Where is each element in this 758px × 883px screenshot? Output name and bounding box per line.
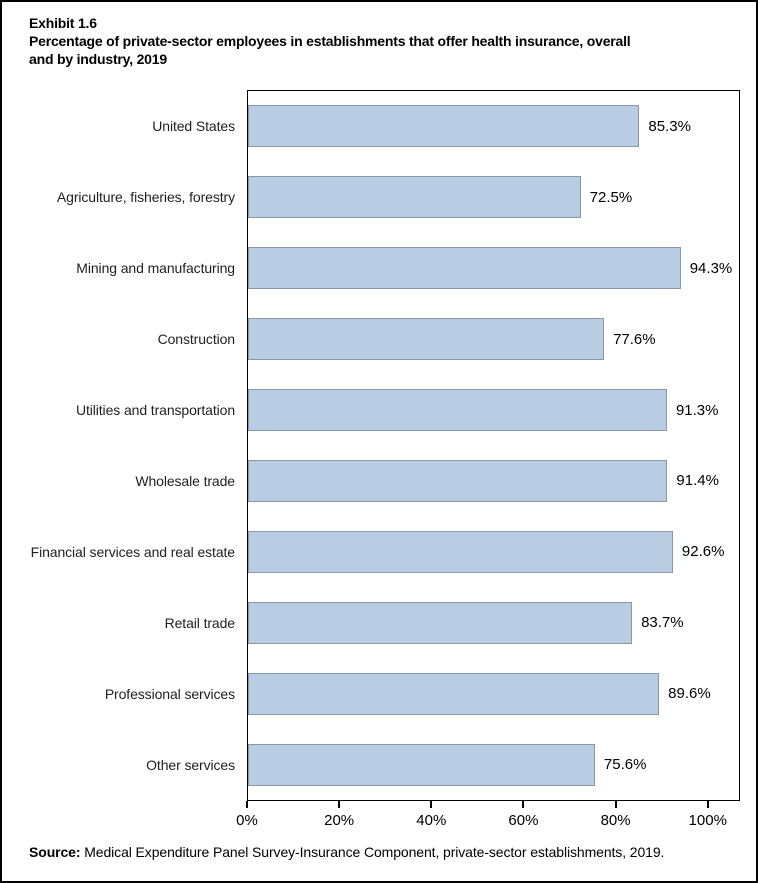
chart-row [248, 516, 739, 587]
bar-value-label: 89.6% [668, 685, 711, 703]
source-text: Medical Expenditure Panel Survey-Insurance Component, private-sector establishments, 2019. [80, 844, 665, 860]
x-tick-mark [338, 801, 340, 808]
x-tick-label: 100% [688, 812, 727, 829]
bar [248, 531, 673, 573]
bar [248, 673, 659, 715]
category-label: Utilities and transportation [75, 401, 235, 418]
x-tick-mark [615, 801, 617, 808]
x-tick-label: 40% [416, 812, 447, 829]
category-label: Wholesale trade [135, 473, 235, 490]
bar [248, 460, 667, 502]
plot-area [247, 90, 740, 801]
x-tick-mark [707, 801, 709, 808]
bar-series [248, 91, 739, 800]
bar [248, 602, 632, 644]
x-tick-mark [522, 801, 524, 808]
chart-title-line1: Percentage of private-sector employees in establishments that offer health insurance, overall [29, 33, 631, 49]
bar-value-label: 72.5% [589, 188, 633, 206]
x-tick-mark [246, 801, 248, 808]
bar [248, 105, 639, 147]
bar-value-label: 83.7% [641, 614, 684, 632]
bar [248, 247, 681, 289]
x-axis [236, 801, 740, 841]
bar-value-label: 77.6% [613, 330, 656, 348]
x-tick-label: 0% [236, 812, 258, 829]
category-label: Agriculture, fisheries, forestry [56, 188, 235, 205]
x-tick-label: 20% [324, 812, 355, 829]
bar [248, 744, 595, 786]
chart-row [248, 375, 739, 446]
chart-title [29, 14, 739, 68]
chart-row [248, 729, 739, 800]
category-label: Retail trade [164, 615, 235, 632]
category-axis [6, 90, 243, 801]
chart-row [248, 233, 739, 304]
bar-value-label: 75.6% [603, 756, 647, 774]
x-tick-mark [430, 801, 432, 808]
bar-value-label: 91.4% [676, 472, 719, 490]
chart-row [248, 446, 739, 517]
category-label: Financial services and real estate [30, 544, 235, 561]
exhibit-number: Exhibit 1.6 [29, 15, 97, 31]
source-label: Source: [29, 844, 81, 860]
bar [248, 318, 604, 360]
chart-title-line2: and by industry, 2019 [29, 51, 167, 67]
source-note [29, 844, 739, 860]
bar-value-label: 94.3% [689, 259, 733, 277]
chart-row [248, 658, 739, 729]
chart-row [248, 162, 739, 233]
category-label: Other services [146, 757, 235, 774]
chart-row [248, 91, 739, 162]
category-label: Construction [157, 330, 235, 347]
category-label: Professional services [104, 686, 235, 703]
chart-row [248, 587, 739, 658]
category-label: United States [152, 117, 235, 134]
bar-value-label: 85.3% [648, 117, 691, 135]
x-tick-label: 60% [508, 812, 539, 829]
bar [248, 389, 667, 431]
category-label: Mining and manufacturing [76, 259, 235, 276]
bar [248, 176, 581, 218]
bar-value-label: 91.3% [675, 401, 719, 419]
x-tick-label: 80% [600, 812, 631, 829]
bar-value-label: 92.6% [681, 543, 725, 561]
chart-row [248, 304, 739, 375]
